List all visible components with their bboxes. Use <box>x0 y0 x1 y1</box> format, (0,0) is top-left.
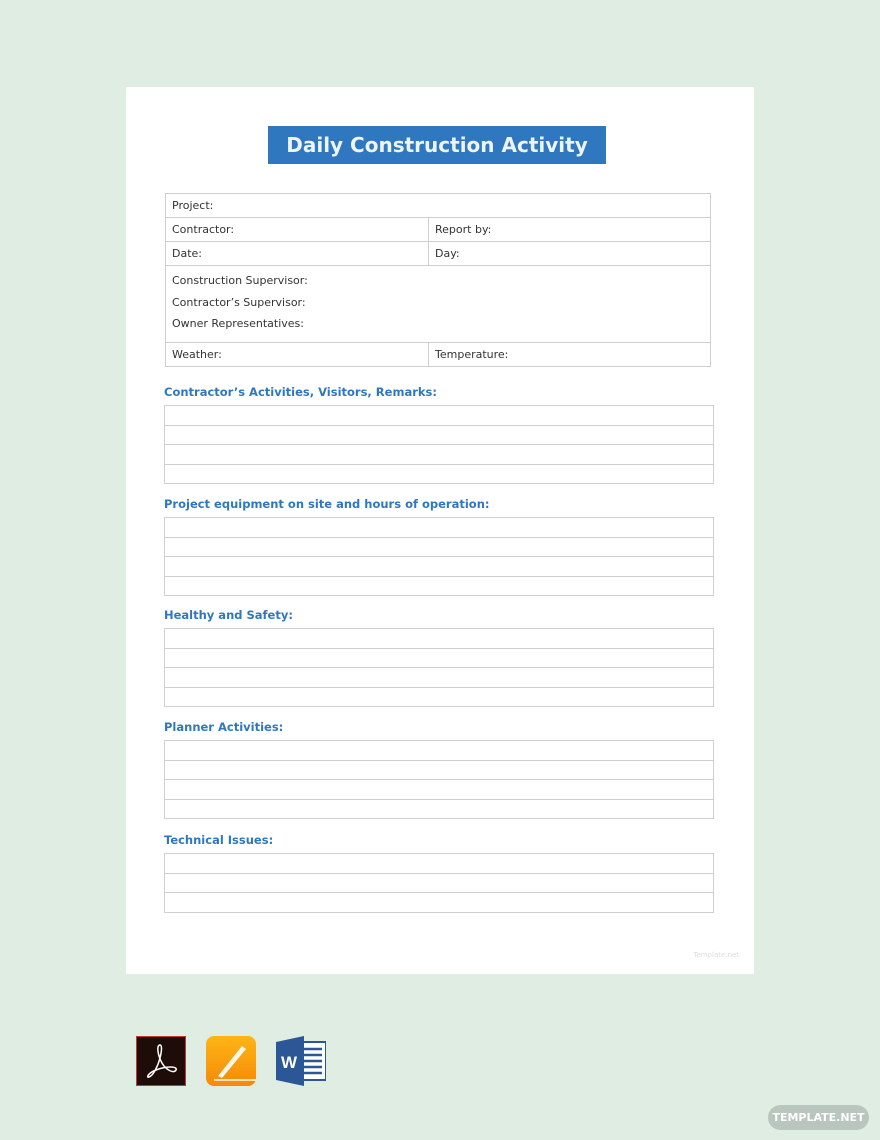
lined-box <box>164 740 714 819</box>
temperature-field: Temperature: <box>429 343 711 367</box>
day-field: Day: <box>429 242 711 266</box>
lined-box <box>164 405 714 484</box>
watermark: Template.net <box>693 951 739 959</box>
project-field: Project: <box>166 194 711 218</box>
template-net-badge[interactable]: TEMPLATE.NET <box>768 1105 869 1130</box>
contractors-supervisor-field: Contractor’s Supervisor: <box>172 295 306 309</box>
lined-box <box>164 517 714 596</box>
info-table <box>165 193 711 367</box>
svg-text:W: W <box>280 1053 298 1072</box>
section-project-equipment <box>164 497 714 596</box>
adobe-acrobat-icon[interactable] <box>136 1036 186 1086</box>
document-page <box>126 87 754 974</box>
lined-box <box>164 853 714 913</box>
construction-supervisor-field: Construction Supervisor: <box>172 274 308 287</box>
report-by-field: Report by: <box>429 218 711 242</box>
owner-representatives-field: Owner Representatives: <box>172 317 304 330</box>
contractor-field: Contractor: <box>166 218 429 242</box>
supervisors-cell <box>166 266 711 343</box>
date-field: Date: <box>166 242 429 266</box>
section-contractor-activities <box>164 385 714 484</box>
lined-box <box>164 628 714 707</box>
section-technical-issues <box>164 833 714 913</box>
section-health-safety <box>164 608 714 707</box>
section-heading: Contractor’s Activities, Visitors, Remarks: <box>164 385 437 399</box>
section-heading: Planner Activities: <box>164 720 284 734</box>
section-heading: Technical Issues: <box>164 833 274 847</box>
section-planner-activities <box>164 720 714 819</box>
document-title: Daily Construction Activity <box>268 126 606 164</box>
apple-pages-icon[interactable] <box>206 1036 256 1086</box>
microsoft-word-icon[interactable] <box>276 1036 326 1086</box>
weather-field: Weather: <box>166 343 429 367</box>
section-heading: Project equipment on site and hours of operation: <box>164 497 490 511</box>
section-heading: Healthy and Safety: <box>164 608 293 622</box>
